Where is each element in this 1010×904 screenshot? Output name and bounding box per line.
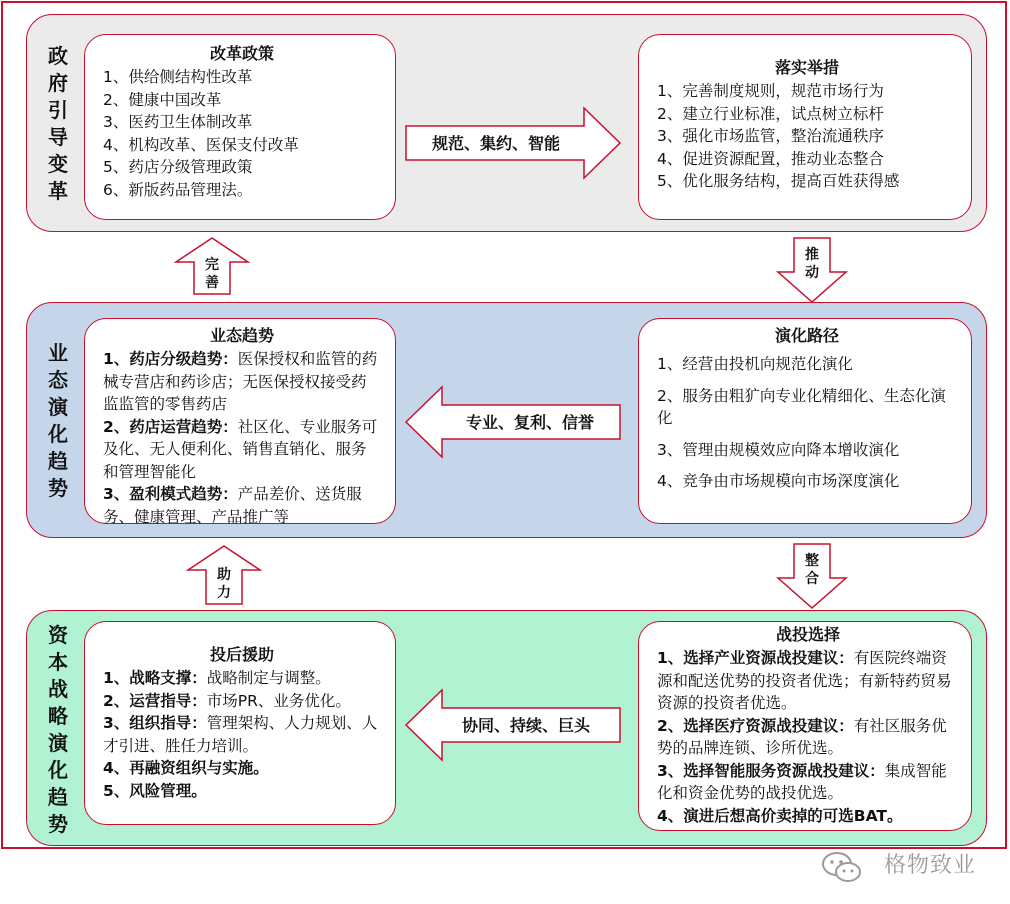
invest-item: 2、选择医疗资源战投建议：有社区服务优势的品牌连锁、诊所优选。 xyxy=(657,716,947,757)
trend-item: 1、药店分级趋势：医保授权和监管的药械专营店和药诊店；无医保授权接受药监监管的零售药店 xyxy=(103,350,378,413)
support-item: 3、组织指导：管理架构、人力规划、人才引进、胜任力培训。 xyxy=(103,714,378,755)
path-item: 2、服务由粗犷向专业化精细化、生态化演化 xyxy=(657,386,946,427)
invest-item: 3、选择智能服务资源战投建议：集成智能化和资金优势的战投优选。 xyxy=(657,761,947,802)
trend-item: 3、盈利模式趋势：产品差价、送货服务、健康管理、产品推广等 xyxy=(103,485,362,526)
reform-item: 5、药店分级管理政策 xyxy=(103,158,253,176)
reform-item: 4、机构改革、医保支付改革 xyxy=(103,135,299,154)
path-item: 3、管理由规模效应向降本增收演化 xyxy=(657,440,900,459)
reform-item: 1、供给侧结构性改革 xyxy=(103,68,253,86)
arrow-label-top: 规范、集约、智能 xyxy=(431,134,560,153)
measures-item: 3、强化市场监管，整治流通秩序 xyxy=(657,127,884,145)
band-label-government: 政 府 引 导 变 革 xyxy=(48,44,68,203)
arrow-label-perfect: 完 善 xyxy=(205,257,219,291)
watermark-text: 格物致业 xyxy=(883,853,976,878)
path-title: 演化路径 xyxy=(774,326,839,345)
path-item: 1、经营由投机向规范化演化 xyxy=(657,355,853,373)
arrow-label-integrate: 整 合 xyxy=(805,553,819,587)
arrow-label-middle: 专业、复利、信誉 xyxy=(465,413,594,432)
trend-title: 业态趋势 xyxy=(209,326,274,345)
measures-item: 5、优化服务结构，提高百姓获得感 xyxy=(657,172,900,190)
reform-policy-box xyxy=(84,34,396,220)
invest-item: 1、选择产业资源战投建议：有医院终端资源和配送优势的投资者优选；有新特药贸易资源的投资者优选。 xyxy=(657,649,952,712)
path-item: 4、竞争由市场规模向市场深度演化 xyxy=(657,472,900,490)
support-title: 投后援助 xyxy=(209,645,274,664)
arrow-label-bottom: 协同、持续、巨头 xyxy=(461,716,590,735)
support-item: 1、战略支撑：战略制定与调整。 xyxy=(103,669,331,687)
measures-title: 落实举措 xyxy=(774,58,839,77)
trend-item: 2、药店运营趋势：社区化、专业服务可及化、无人便利化、销售直销化、服务和管理智能化 xyxy=(103,417,378,481)
arrow-label-boost: 助 力 xyxy=(217,567,231,601)
reform-item: 2、健康中国改革 xyxy=(103,90,222,109)
path-box xyxy=(638,318,972,524)
post-invest-support-box xyxy=(84,621,396,825)
support-item: 5、风险管理。 xyxy=(103,781,207,800)
support-item: 4、再融资组织与实施。 xyxy=(103,759,269,777)
measures-item: 2、建立行业标准，试点树立标杆 xyxy=(657,104,884,123)
measures-item: 4、促进资源配置，推动业态整合 xyxy=(657,149,884,168)
invest-title: 战投选择 xyxy=(775,625,840,644)
wechat-icon xyxy=(820,850,864,884)
reform-item: 6、新版药品管理法。 xyxy=(103,180,253,199)
invest-item: 4、演进后想高价卖掉的可选BAT。 xyxy=(657,806,903,825)
reform-item: 3、医药卫生体制改革 xyxy=(103,113,253,131)
trend-box xyxy=(84,318,396,524)
strategic-invest-box xyxy=(638,621,972,831)
band-label-capital: 资 本 战 略 演 化 趋 势 xyxy=(48,623,68,836)
reform-policy-title: 改革政策 xyxy=(209,44,274,63)
band-label-business: 业 态 演 化 趋 势 xyxy=(48,341,68,500)
measures-item: 1、完善制度规则，规范市场行为 xyxy=(657,82,884,100)
arrow-label-push: 推 动 xyxy=(805,247,819,281)
support-item: 2、运营指导：市场PR、业务优化。 xyxy=(103,691,351,710)
measures-box xyxy=(638,34,972,220)
